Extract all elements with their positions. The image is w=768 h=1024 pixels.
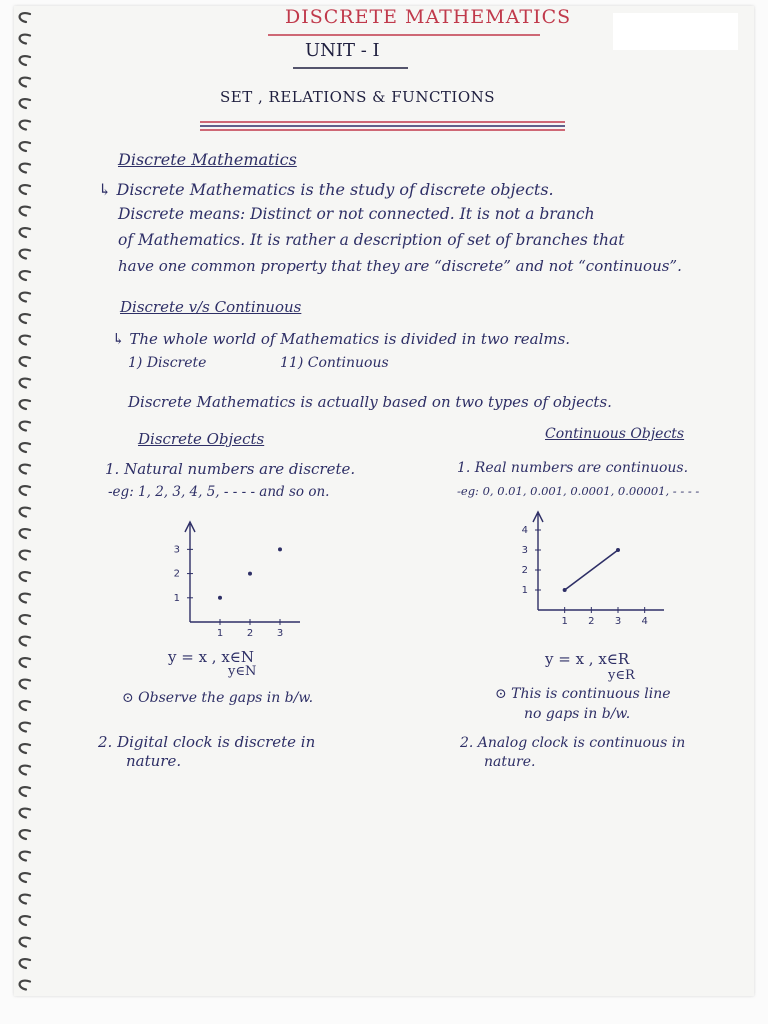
- spiral-ring: [20, 809, 30, 818]
- continuous-example: -eg: 0, 0.01, 0.001, 0.0001, 0.00001, - - - -: [457, 484, 700, 498]
- paragraph-line: ↳ The whole world of Mathematics is divided in two realms.: [112, 330, 571, 348]
- spiral-ring: [20, 852, 30, 861]
- discrete-point-2-cont: nature.: [126, 752, 182, 770]
- spiral-ring: [20, 658, 30, 667]
- spiral-ring: [20, 744, 30, 753]
- x-tick-label: 2: [588, 616, 595, 627]
- continuous-objects-heading: Continuous Objects: [545, 426, 685, 442]
- spiral-ring: [20, 551, 30, 560]
- continuous-equation: y = x , x∈R: [545, 650, 630, 668]
- paragraph-line: Discrete Mathematics is actually based on two types of objects.: [128, 393, 612, 411]
- paragraph-line: of Mathematics. It is rather a description of set of branches that: [118, 231, 625, 249]
- paragraph-line: ↳ Discrete Mathematics is the study of discrete objects.: [98, 180, 554, 199]
- paragraph-line: Discrete means: Distinct or not connected. It is not a branch: [118, 205, 595, 223]
- data-point: [218, 596, 222, 600]
- spiral-ring: [20, 873, 30, 882]
- x-tick-label: 3: [276, 628, 284, 639]
- discrete-equation: y = x , x∈N: [168, 648, 255, 666]
- spiral-ring: [20, 486, 30, 495]
- spiral-ring: [20, 164, 30, 173]
- spiral-ring: [20, 250, 30, 259]
- spiral-ring: [20, 787, 30, 796]
- spiral-ring: [20, 701, 30, 710]
- paragraph-line: have one common property that they are “discrete” and not “continuous”.: [118, 257, 682, 275]
- spiral-ring: [20, 938, 30, 947]
- continuous-point-2-cont: nature.: [484, 754, 536, 770]
- discrete-example: -eg: 1, 2, 3, 4, 5, - - - - and so on.: [108, 484, 330, 500]
- spiral-ring: [20, 594, 30, 603]
- continuous-point-1: 1. Real numbers are continuous.: [457, 460, 689, 476]
- spiral-ring: [20, 766, 30, 775]
- x-tick-label: 1: [561, 616, 568, 627]
- unit-label: UNIT - I: [305, 40, 380, 61]
- continuous-note-line1: ⊙ This is continuous line: [495, 686, 671, 702]
- y-tick-label: 3: [173, 544, 180, 556]
- spiral-ring: [20, 379, 30, 388]
- y-tick-label: 1: [173, 592, 180, 604]
- spiral-ring: [20, 508, 30, 517]
- spiral-ring: [20, 529, 30, 538]
- spiral-ring: [20, 336, 30, 345]
- discrete-objects-heading: Discrete Objects: [138, 430, 265, 448]
- discrete-note: ⊙ Observe the gaps in b/w.: [122, 690, 314, 706]
- spiral-ring: [20, 142, 30, 151]
- spiral-binding: [0, 0, 40, 1000]
- spiral-ring: [20, 185, 30, 194]
- continuous-plot: [500, 510, 670, 640]
- y-tick-label: 2: [521, 565, 528, 576]
- x-tick-label: 1: [216, 628, 224, 639]
- spiral-ring: [20, 723, 30, 732]
- y-tick-label: 2: [173, 568, 180, 580]
- x-tick-label: 2: [246, 628, 254, 639]
- spiral-ring: [20, 981, 30, 990]
- spiral-ring: [20, 895, 30, 904]
- discrete-plot: [160, 515, 300, 645]
- spiral-ring: [20, 314, 30, 323]
- spiral-ring: [20, 228, 30, 237]
- x-tick-label: 4: [641, 616, 648, 627]
- continuous-point-2: 2. Analog clock is continuous in: [460, 735, 686, 751]
- topic-heading: SET , RELATIONS & FUNCTIONS: [220, 88, 496, 106]
- spiral-ring: [20, 615, 30, 624]
- series-line: [565, 550, 618, 590]
- spiral-ring: [20, 422, 30, 431]
- data-point: [248, 572, 252, 576]
- spiral-ring: [20, 680, 30, 689]
- continuous-note-line2: no gaps in b/w.: [524, 706, 631, 722]
- spiral-ring: [20, 357, 30, 366]
- spiral-ring: [20, 959, 30, 968]
- spiral-ring: [20, 271, 30, 280]
- discrete-point-2: 2. Digital clock is discrete in: [98, 733, 316, 751]
- discrete-equation-y: y∈N: [228, 664, 257, 679]
- x-tick-label: 3: [614, 616, 622, 627]
- data-point: [278, 547, 282, 551]
- spiral-ring: [20, 916, 30, 925]
- spiral-ring: [20, 830, 30, 839]
- section-heading-discrete-math: Discrete Mathematics: [118, 150, 297, 169]
- spiral-ring: [20, 293, 30, 302]
- header-rules: [0, 0, 768, 140]
- continuous-equation-y: y∈R: [608, 668, 635, 683]
- list-item: 1) Discrete: [128, 355, 207, 371]
- section-heading-discrete-vs-continuous: Discrete v/s Continuous: [120, 298, 302, 316]
- y-tick-label: 1: [521, 585, 528, 596]
- spiral-ring: [20, 207, 30, 216]
- spiral-ring: [20, 400, 30, 409]
- y-tick-label: 4: [521, 525, 528, 536]
- line-endpoint: [616, 548, 620, 552]
- spiral-ring: [20, 443, 30, 452]
- spiral-ring: [20, 465, 30, 474]
- discrete-point-1: 1. Natural numbers are discrete.: [105, 460, 356, 478]
- page-title: DISCRETE MATHEMATICS: [285, 6, 572, 28]
- line-endpoint: [563, 588, 567, 592]
- spiral-ring: [20, 637, 30, 646]
- list-item: 11) Continuous: [280, 355, 389, 371]
- spiral-ring: [20, 572, 30, 581]
- y-tick-label: 3: [521, 545, 528, 556]
